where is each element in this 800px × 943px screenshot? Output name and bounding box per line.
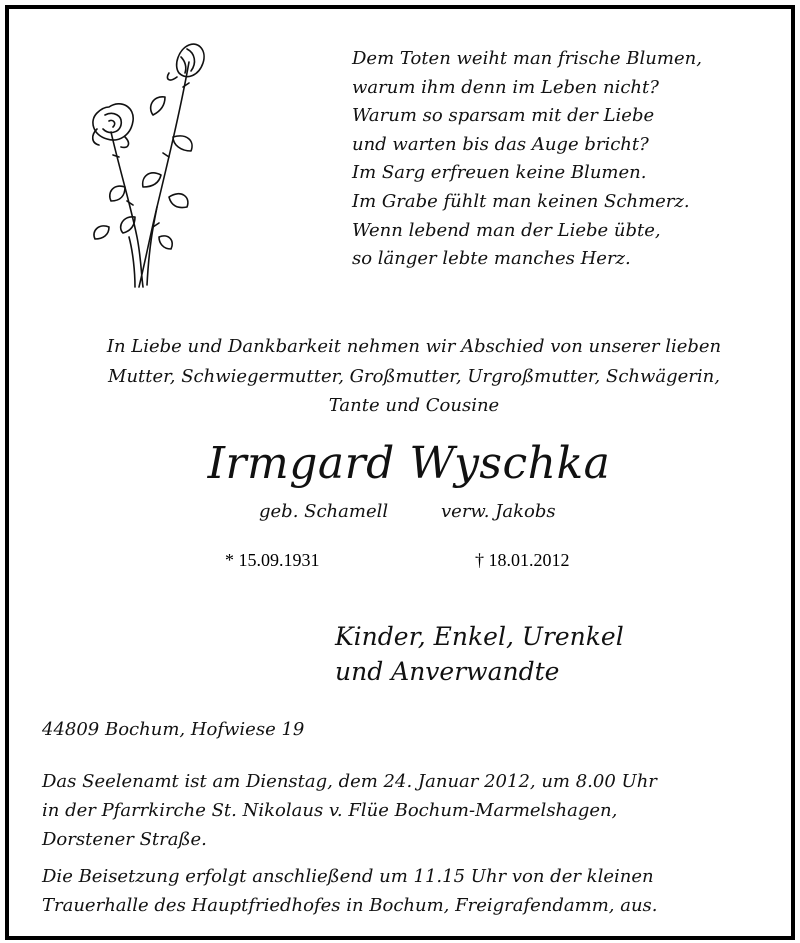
poem-line: Dem Toten weiht man frische Blumen, [352, 48, 702, 69]
poem-line: Im Grabe fühlt man keinen Schmerz. [352, 190, 690, 212]
service-info [42, 767, 762, 854]
birth-date: * 15.09.1931 [225, 550, 320, 570]
poem-line: Warum so sparsam mit der Liebe [352, 105, 655, 127]
poem-line: Im Sarg erfreuen keine Blumen. [352, 162, 647, 184]
obituary-frame [5, 5, 795, 940]
poem-line: und warten bis das Auge bricht? [352, 133, 649, 155]
maiden-name: geb. Schamell [259, 501, 389, 522]
intro-line: Tante und Cousine [328, 395, 500, 416]
service-line: in der Pfarrkirche St. Nikolaus v. Flüe Bochum-Marmelshagen, [42, 800, 618, 821]
intro-line: Mutter, Schwiegermutter, Großmutter, Urgroßmutter, Schwägerin, [108, 365, 720, 387]
mourners-line: Kinder, Enkel, Urenkel [335, 622, 624, 651]
poem [352, 45, 772, 274]
burial-info [42, 862, 762, 920]
address: 44809 Bochum, Hofwiese 19 [42, 719, 305, 740]
intro-text [69, 332, 759, 421]
burial-line: Trauerhalle des Hauptfriedhofes in Bochum, Freigrafendamm, aus. [42, 895, 658, 916]
deceased-name: Irmgard Wyschka [207, 438, 611, 489]
service-line: Das Seelenamt ist am Dienstag, dem 24. Januar 2012, um 8.00 Uhr [42, 771, 657, 792]
rose-illustration [69, 37, 209, 292]
poem-line: Wenn lebend man der Liebe übte, [352, 219, 661, 241]
poem-line: so länger lebte manches Herz. [352, 248, 631, 270]
death-date: † 18.01.2012 [475, 550, 570, 570]
service-line: Dorstener Straße. [42, 829, 207, 850]
poem-line: warum ihm denn im Leben nicht? [352, 76, 659, 98]
mourners [335, 619, 624, 689]
widowed-name: verw. Jakobs [441, 501, 556, 522]
mourners-line: und Anverwandte [335, 657, 560, 686]
burial-line: Die Beisetzung erfolgt anschließend um 11.15 Uhr von der kleinen [42, 866, 654, 887]
intro-line: In Liebe und Dankbarkeit nehmen wir Abschied von unserer lieben [106, 336, 722, 357]
